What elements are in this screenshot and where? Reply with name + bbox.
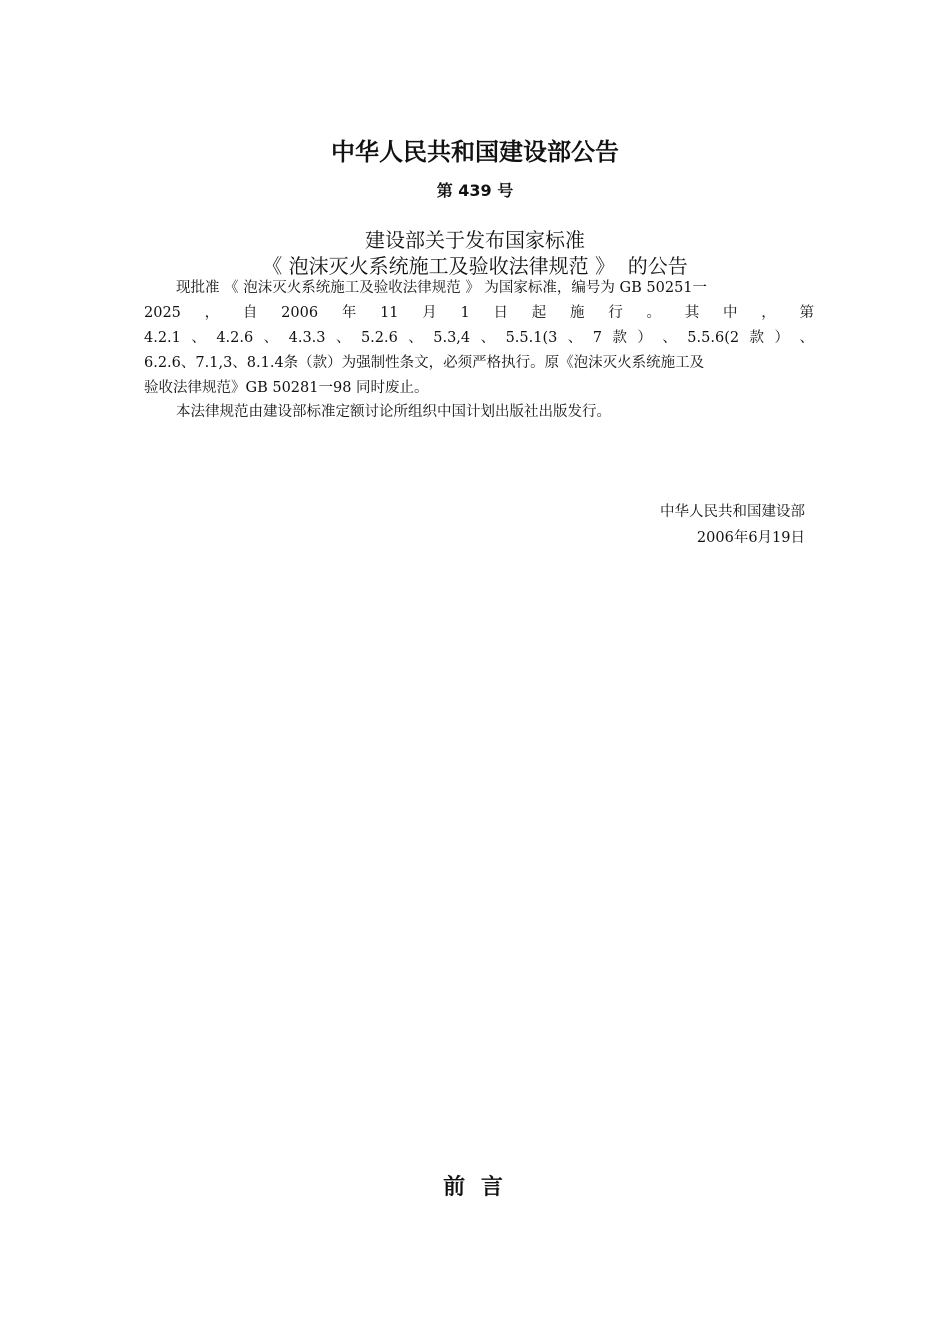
subtitle-line-2: 《 泡沫灭火系统施工及验收法律规范 》 的公告	[262, 254, 688, 278]
text-token: 。	[646, 305, 661, 321]
text-token: 第	[799, 305, 814, 321]
text-token: 4.3.3	[288, 330, 326, 346]
text-token: 11	[380, 305, 399, 321]
signature-organization: 中华人民共和国建设部	[660, 504, 805, 520]
text-token: 、	[335, 330, 351, 346]
text-token: 5.3,4	[433, 330, 471, 346]
paragraph-line: 6.2.6、7.1,3、8.1.4条（款）为强制性条文，必须严格执行。原《泡沫灭火系统施工及	[144, 355, 705, 371]
text-token: ，	[761, 305, 776, 321]
text-token: 月	[422, 305, 437, 321]
announcement-number: 第 439 号	[436, 181, 514, 200]
text-token: 、	[408, 330, 423, 346]
text-token: 2006	[281, 305, 319, 321]
text-token: 5.5.1(3	[505, 330, 558, 346]
text-token: 行	[608, 305, 623, 321]
text-token: 、	[567, 330, 583, 346]
text-token: 2025	[144, 305, 181, 321]
paragraph-line: 现批准 《 泡沫灭火系统施工及验收法律规范 》 为国家标准，编号为 GB 50251一	[176, 280, 708, 296]
text-token: 1	[460, 305, 470, 321]
text-token: 自	[242, 305, 258, 321]
text-token: ，	[204, 305, 220, 321]
text-token: 日	[493, 305, 508, 321]
text-token: 7	[592, 330, 602, 346]
body-paragraph-1	[144, 276, 814, 401]
page-title: 中华人民共和国建设部公告	[331, 138, 619, 166]
signature-date: 2006年6月19日	[696, 530, 805, 546]
paragraph-line-justified	[144, 326, 814, 351]
text-token: 、	[662, 330, 677, 346]
paragraph-line: 验收法律规范》GB 50281一98 同时废止。	[144, 380, 429, 396]
text-token: 款	[612, 330, 627, 346]
text-token: 年	[341, 305, 357, 321]
paragraph-line-justified	[144, 301, 814, 326]
paragraph-line: 本法律规范由建设部标准定额讨论所组织中国计划出版社出版发行。	[176, 404, 611, 420]
text-token: 5.5.6(2	[687, 330, 740, 346]
preface-heading: 前 言	[443, 1175, 507, 1200]
text-token: ）	[774, 330, 789, 346]
text-token: 中	[723, 305, 738, 321]
text-token: 、	[191, 330, 206, 346]
text-token: 、	[799, 330, 814, 346]
text-token: 施	[570, 305, 585, 321]
text-token: 起	[531, 305, 547, 321]
text-token: 4.2.1	[144, 330, 181, 346]
text-token: ）	[637, 330, 652, 346]
body-paragraph-2	[144, 400, 814, 425]
text-token: 、	[480, 330, 496, 346]
subtitle-line-1: 建设部关于发布国家标准	[365, 228, 585, 252]
text-token: 5.2.6	[360, 330, 398, 346]
text-token: 4.2.6	[216, 330, 254, 346]
text-token: 款	[749, 330, 765, 346]
text-token: 、	[263, 330, 279, 346]
text-token: 其	[684, 305, 700, 321]
